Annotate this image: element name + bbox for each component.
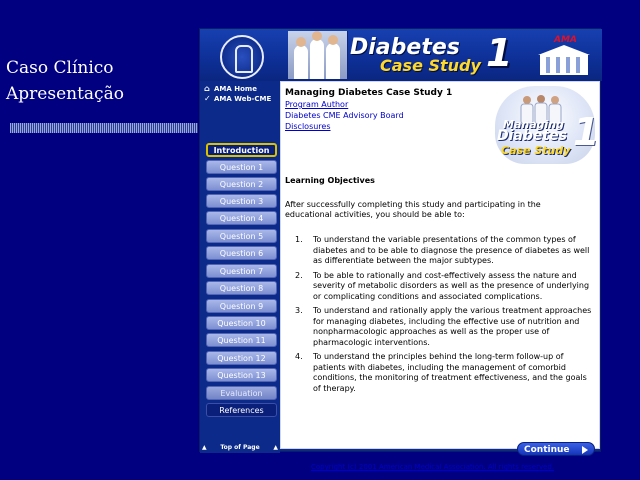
ama-home-label: AMA Home bbox=[214, 85, 257, 93]
badge-line3: Case Study bbox=[501, 144, 571, 157]
nav-question-4[interactable]: Question 4 bbox=[206, 211, 277, 225]
list-item bbox=[291, 271, 595, 303]
nav-question-8[interactable]: Question 8 bbox=[206, 281, 277, 295]
building-column bbox=[556, 57, 560, 73]
arrow-right-icon bbox=[582, 446, 588, 454]
objectives-list bbox=[291, 235, 595, 398]
browser-frame bbox=[199, 28, 601, 471]
ama-web-cme-label: AMA Web-CME bbox=[214, 95, 272, 103]
header-subtitle: Case Study bbox=[380, 56, 481, 75]
ama-seal-logo bbox=[220, 35, 264, 79]
up-arrow-icon: ▲ bbox=[202, 444, 207, 451]
intro-text: After successfully completing this study and participating in the educational activities, you should be able to: bbox=[285, 200, 541, 219]
list-number: 1. bbox=[295, 235, 303, 244]
section-heading: Learning Objectives bbox=[285, 176, 375, 185]
managing-diabetes-badge bbox=[495, 86, 600, 164]
nav-question-13[interactable]: Question 13 bbox=[206, 368, 277, 382]
page-header bbox=[200, 29, 602, 81]
building-column bbox=[546, 57, 550, 73]
advisory-board-link[interactable]: Diabetes CME Advisory Board bbox=[285, 111, 404, 120]
ama-building-logo[interactable] bbox=[536, 35, 592, 77]
badge-number: 1 bbox=[573, 110, 600, 154]
disclosures-link[interactable]: Disclosures bbox=[285, 122, 331, 131]
list-item bbox=[291, 352, 595, 394]
check-icon: ✓ bbox=[204, 94, 211, 103]
list-item bbox=[291, 235, 595, 267]
list-number: 2. bbox=[295, 270, 303, 280]
top-of-page-link[interactable] bbox=[202, 444, 278, 451]
slide-divider bbox=[10, 123, 198, 133]
page-title: Managing Diabetes Case Study 1 bbox=[285, 88, 453, 98]
top-of-page-label: Top of Page bbox=[220, 444, 260, 451]
nav-question-10[interactable]: Question 10 bbox=[206, 316, 277, 330]
list-number: 3. bbox=[295, 306, 303, 315]
main-content bbox=[280, 81, 600, 471]
continue-label: Continue bbox=[524, 445, 570, 455]
building-column bbox=[576, 57, 580, 73]
ama-home-link[interactable] bbox=[204, 85, 257, 93]
program-author-link[interactable]: Program Author bbox=[285, 100, 349, 109]
nav-question-1[interactable]: Question 1 bbox=[206, 160, 277, 174]
home-icon: ⌂ bbox=[204, 84, 210, 93]
sidebar bbox=[200, 81, 280, 453]
objective-text: To understand the variable presentations of the common types of diabetes and to be able to diagnose the presence of diabetes as well as differentiate between the major subtypes. bbox=[313, 235, 590, 265]
nav-question-7[interactable]: Question 7 bbox=[206, 264, 277, 278]
doctors-photo bbox=[288, 31, 348, 79]
nav-introduction[interactable]: Introduction bbox=[206, 143, 277, 157]
badge-line1: Managing bbox=[503, 118, 564, 131]
building-tag: AMA bbox=[554, 35, 577, 45]
list-item bbox=[291, 306, 595, 348]
header-title: Diabetes bbox=[350, 35, 460, 60]
doctor-figure bbox=[326, 43, 340, 79]
building-column bbox=[566, 57, 570, 73]
nav-question-12[interactable]: Question 12 bbox=[206, 351, 277, 365]
slide-title bbox=[6, 55, 124, 107]
objective-text: To understand and rationally apply the various treatment approaches for managing diabetes, including the effective use of nutrition and nonpharmacologic approaches as well as the proper use of pharmacologic interventions. bbox=[313, 306, 592, 347]
nav-question-9[interactable]: Question 9 bbox=[206, 299, 277, 313]
up-arrow-icon: ▲ bbox=[273, 444, 278, 451]
list-number: 4. bbox=[295, 352, 303, 361]
header-number: 1 bbox=[486, 31, 513, 75]
badge-line2: Diabetes bbox=[497, 128, 567, 144]
objective-text: To be able to rationally and cost-effectively assess the nature and severity of metabolic disorders as well as the presence of underlying or complicating conditions and associated complications. bbox=[313, 270, 590, 301]
nav-question-2[interactable]: Question 2 bbox=[206, 177, 277, 191]
continue-button[interactable] bbox=[517, 442, 595, 456]
copyright-link[interactable]: Copyright (c) 2001 American Medical Association. All rights reserved. bbox=[311, 463, 555, 471]
slide-title-line2: Apresentação bbox=[6, 84, 124, 104]
doctor-figure bbox=[294, 45, 308, 79]
nav-question-11[interactable]: Question 11 bbox=[206, 333, 277, 347]
building-roof bbox=[538, 45, 590, 55]
doctor-figure bbox=[310, 39, 324, 79]
slide-title-line1: Caso Clínico bbox=[6, 58, 114, 78]
ama-web-cme-link[interactable] bbox=[204, 95, 271, 103]
nav-question-6[interactable]: Question 6 bbox=[206, 246, 277, 260]
nav-evaluation[interactable]: Evaluation bbox=[206, 386, 277, 400]
nav-question-3[interactable]: Question 3 bbox=[206, 194, 277, 208]
nav-references[interactable]: References bbox=[206, 403, 277, 417]
nav-question-5[interactable]: Question 5 bbox=[206, 229, 277, 243]
objective-text: To understand the principles behind the long-term follow-up of patients with diabetes, including the management of comorbid conditions, the monitoring of treatment effectiveness, and the goals of therapy. bbox=[313, 352, 587, 393]
